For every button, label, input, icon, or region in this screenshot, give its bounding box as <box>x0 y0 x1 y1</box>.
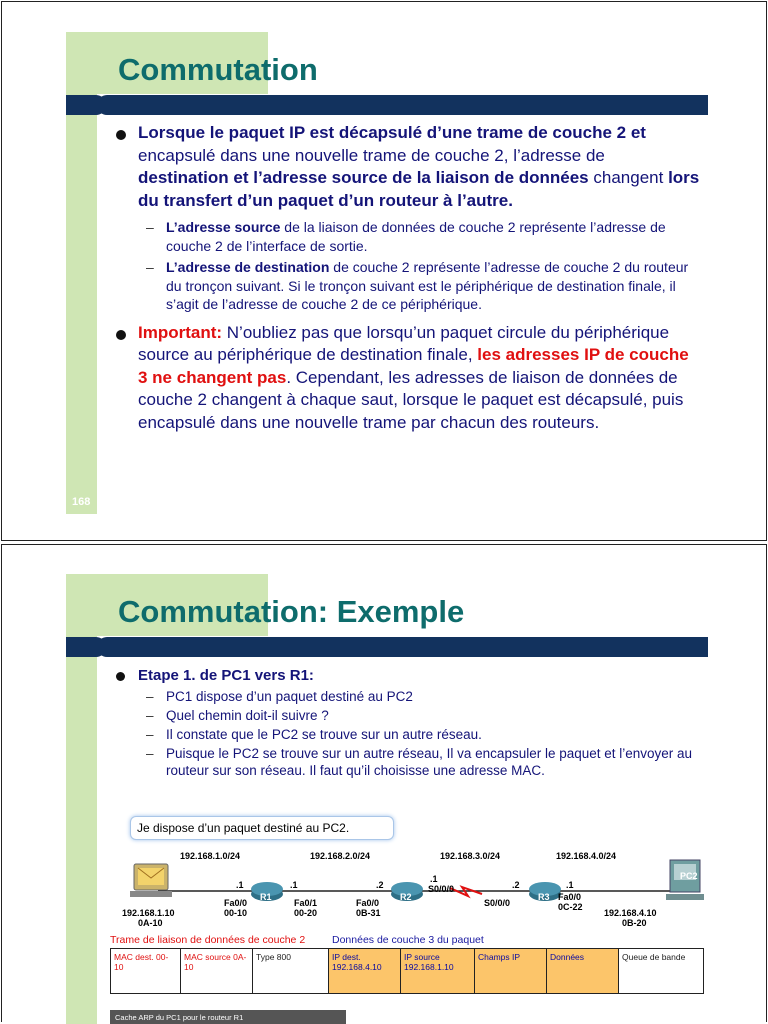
table-cell: MAC dest. 00-10 <box>111 949 181 994</box>
mac-label: 0C-22 <box>558 902 583 912</box>
slide-frame-1 <box>1 1 767 541</box>
bullet-text: . Cependant, les adresses de liaison de données de couche 2 changent à chaque saut, lorsque le paquet est décapsulé, puis encapsulé dans une nouvelle trame par chacun des routeurs. <box>138 367 684 432</box>
host-id: .1 <box>430 874 438 884</box>
network-label: 192.168.2.0/24 <box>310 851 371 861</box>
router-label: R1 <box>260 892 272 902</box>
bullet-text: N’oubliez pas que lorsqu’un paquet circule du périphérique source au périphérique de destination finale, <box>138 322 670 364</box>
slide-1 <box>66 32 708 514</box>
slide-content <box>114 666 700 781</box>
table-cell: Queue de bande <box>619 949 704 994</box>
table-cell: Données <box>547 949 619 994</box>
host-id: .1 <box>566 880 574 890</box>
sub-bold: L’adresse de destination <box>166 259 330 275</box>
pc2-label: PC2 <box>680 871 698 881</box>
pc2-ip: 192.168.4.10 <box>604 908 657 918</box>
sub-text: de couche 2 représente l’adresse de couche 2 du routeur du tronçon suivant. Si le tronçon suivant est le périphérique de destination finale, il s’agit de l’adresse de couche 2 de ce périphérique. <box>166 259 689 312</box>
table-row <box>111 949 704 994</box>
pc1-icon <box>130 864 172 897</box>
network-diagram <box>110 816 704 1024</box>
l2-caption: Trame de liaison de données de couche 2 <box>110 934 306 946</box>
sub-text: de la liaison de données de couche 2 représente l’adresse de couche 2 de l’interface de sortie. <box>166 219 666 254</box>
mac-label: 00-10 <box>224 908 248 918</box>
sub-bold: L’adresse source <box>166 219 281 235</box>
interface-label: Fa0/0 <box>356 898 380 908</box>
green-sidebar <box>66 636 97 1024</box>
slide-frame-2 <box>1 544 767 1022</box>
mac-label: 0B-31 <box>356 908 381 918</box>
interface-label: Fa0/1 <box>294 898 318 908</box>
interface-label: Fa0/0 <box>224 898 248 908</box>
interface-label: S0/0/0 <box>428 884 455 894</box>
bullet-text: destination et l’adresse source de la liaison de données <box>138 168 589 187</box>
table-cell: Type 800 <box>253 949 329 994</box>
bullet-item <box>114 122 700 212</box>
pc1-mac: 0A-10 <box>138 918 163 928</box>
router-label: R3 <box>538 892 550 902</box>
pc2-mac: 0B-20 <box>622 918 647 928</box>
bullet-text: lors du transfert d’un paquet d’un routeur à l’autre. <box>138 168 700 210</box>
host-id: .2 <box>376 880 384 890</box>
sub-item <box>114 258 700 314</box>
network-label: 192.168.3.0/24 <box>440 851 501 861</box>
table-cell: Champs IP <box>475 949 547 994</box>
important-label: Important: <box>138 322 223 342</box>
sub-item: – Il constate que le PC2 se trouve sur un autre réseau. <box>114 726 700 743</box>
interface-label: S0/0/0 <box>484 898 511 908</box>
title-underline-bar <box>97 95 708 115</box>
frame-structure-table <box>110 948 704 994</box>
router-label: R2 <box>400 892 412 902</box>
slide-content <box>114 122 700 440</box>
red-highlight: les adresses IP de couche 3 ne changent pas <box>138 345 689 387</box>
table-cell: IP dest. 192.168.4.10 <box>329 949 401 994</box>
slide-2 <box>66 574 708 1024</box>
interface-label: Fa0/0 <box>558 892 582 902</box>
bullet-text: encapsulé dans une nouvelle trame de couche 2, l’adresse de <box>138 145 605 165</box>
speech-callout: Je dispose d’un paquet destiné au PC2. <box>130 816 394 840</box>
pc1-ip: 192.168.1.10 <box>122 908 175 918</box>
page-number: 168 <box>72 496 91 508</box>
mac-label: 00-20 <box>294 908 318 918</box>
host-id: .1 <box>290 880 298 890</box>
host-id: .1 <box>236 880 244 890</box>
slide-title: Commutation: Exemple <box>118 594 465 629</box>
sub-item: – Puisque le PC2 se trouve sur un autre réseau, Il va encapsuler le paquet et l’envoyer au routeur sur son réseau. Il faut qu’il choisisse une adresse MAC. <box>114 745 700 779</box>
bullet-text: Lorsque le paquet IP est décapsulé d’une trame de couche 2 et <box>138 123 646 142</box>
bullet-text: changent <box>593 168 664 187</box>
bullet-item: Etape 1. de PC1 vers R1: <box>114 666 700 686</box>
bullet-item <box>114 322 700 435</box>
sub-item: – Quel chemin doit-il suivre ? <box>114 707 700 724</box>
sub-item: – PC1 dispose d’un paquet destiné au PC2 <box>114 688 700 705</box>
green-sidebar <box>66 94 97 514</box>
network-label: 192.168.1.0/24 <box>180 851 241 861</box>
table-cell: IP source 192.168.1.10 <box>401 949 475 994</box>
host-id: .2 <box>512 880 520 890</box>
title-underline-bar <box>97 637 708 657</box>
arp-cache-header: Cache ARP du PC1 pour le routeur R1 <box>110 1010 346 1024</box>
slide-title: Commutation <box>118 52 318 87</box>
table-cell: MAC source 0A-10 <box>181 949 253 994</box>
l3-caption: Données de couche 3 du paquet <box>332 934 484 946</box>
sub-item <box>114 218 700 255</box>
network-label: 192.168.4.0/24 <box>556 851 617 861</box>
